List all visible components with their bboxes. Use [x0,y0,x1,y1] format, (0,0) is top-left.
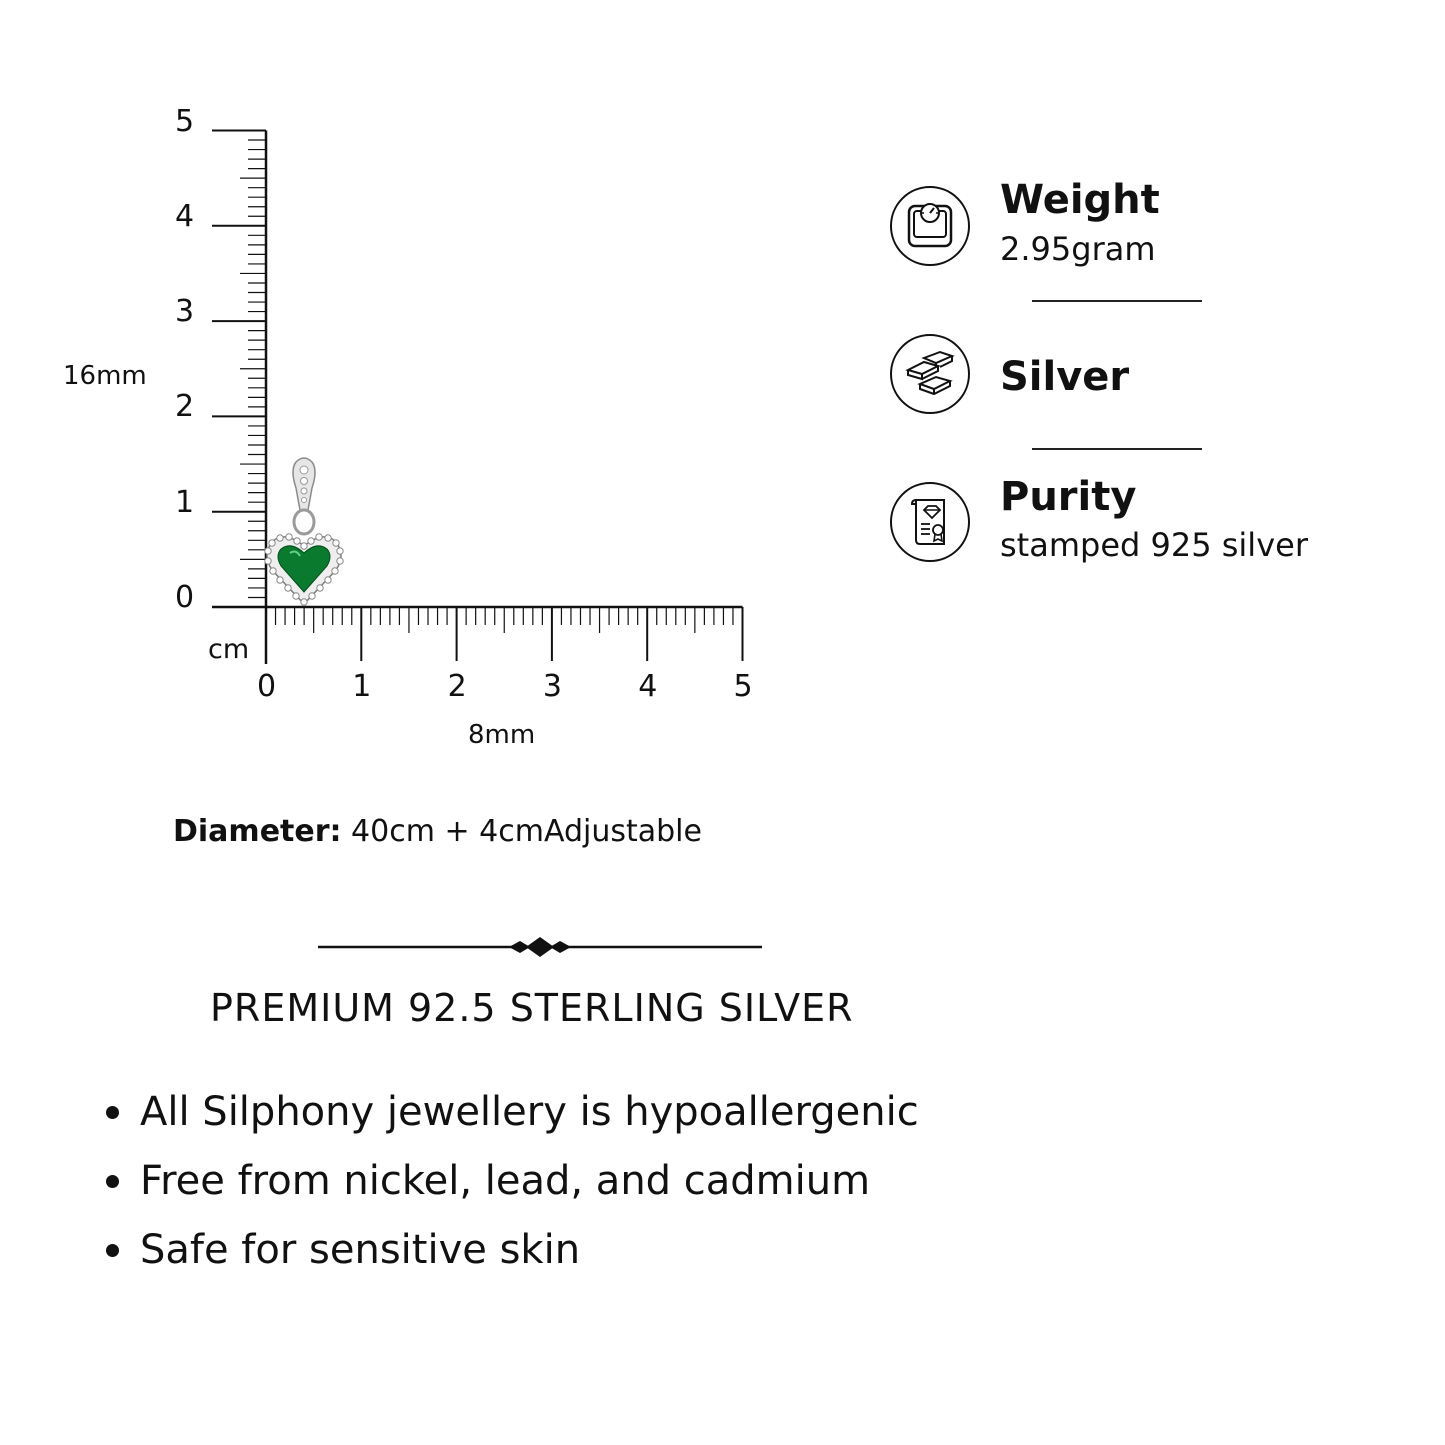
halo-crystal [277,577,283,583]
list-item: Free from nickel, lead, and cadmium [100,1153,919,1222]
diameter-label: Diameter: [173,814,342,849]
ruler-x-tick-label: 1 [352,669,372,704]
bullet-icon [106,1175,119,1188]
ruler-y-tick-label: 2 [175,389,195,425]
ruler-x-tick-label: 3 [542,669,562,704]
list-item: All Silphony jewellery is hypoallergenic [100,1084,919,1153]
ruler-y-tick-label: 0 [175,580,195,615]
headline: PREMIUM 92.5 STERLING SILVER [210,986,854,1030]
diameter-info [173,814,702,849]
halo-crystal [294,538,300,544]
ruler-y-tick-label: 1 [175,484,195,520]
list-item: Safe for sensitive skin [100,1222,919,1291]
height-dimension-label: 16mm [63,361,147,391]
purity-title: Purity [1000,474,1137,520]
halo-crystal [301,599,307,605]
purity-value: stamped 925 silver [1000,526,1308,564]
bullet-icon [106,1244,119,1257]
ruler-y-tick-label: 4 [175,198,195,234]
measurement-ruler [0,0,800,780]
halo-crystal [332,568,338,574]
ruler-y-tick-label: 3 [175,294,195,330]
weight-value: 2.95gram [1000,230,1156,268]
halo-crystal [286,534,292,540]
halo-crystal [285,585,291,591]
material-title: Silver [1000,354,1130,400]
halo-crystal [270,568,276,574]
halo-crystal [277,535,283,541]
certificate-icon [890,482,970,562]
halo-crystal [265,558,271,564]
halo-crystal [269,540,275,546]
halo-crystal [265,548,271,554]
halo-crystal [337,558,343,564]
weight-title: Weight [1000,177,1160,223]
halo-crystal [337,548,343,554]
ruler-x-tick-label: 5 [733,669,753,704]
pendant-jump-ring [294,510,314,534]
halo-crystal [317,585,323,591]
feature-list [100,1084,919,1291]
diameter-value: 40cm + 4cmAdjustable [341,814,702,849]
ruler-x-tick-label: 4 [638,669,658,704]
spec-divider [1032,300,1202,302]
spec-divider [1032,448,1202,450]
halo-crystal [333,540,339,546]
bullet-icon [106,1106,119,1119]
halo-crystal [316,534,322,540]
ruler-y-tick-label: 5 [175,103,195,139]
halo-crystal [309,593,315,599]
scale-icon [890,186,970,266]
ruler-unit-label: cm [208,634,250,665]
pendant-image [265,458,343,605]
halo-crystal [308,538,314,544]
halo-crystal [325,577,331,583]
halo-crystal [325,535,331,541]
ruler-x-tick-label: 2 [447,669,467,704]
ornamental-divider [316,930,764,964]
halo-crystal [301,543,307,549]
silver-bars-icon [890,334,970,414]
ruler-x-tick-label: 0 [257,669,277,704]
halo-crystal [293,593,299,599]
width-dimension-label: 8mm [468,720,536,750]
